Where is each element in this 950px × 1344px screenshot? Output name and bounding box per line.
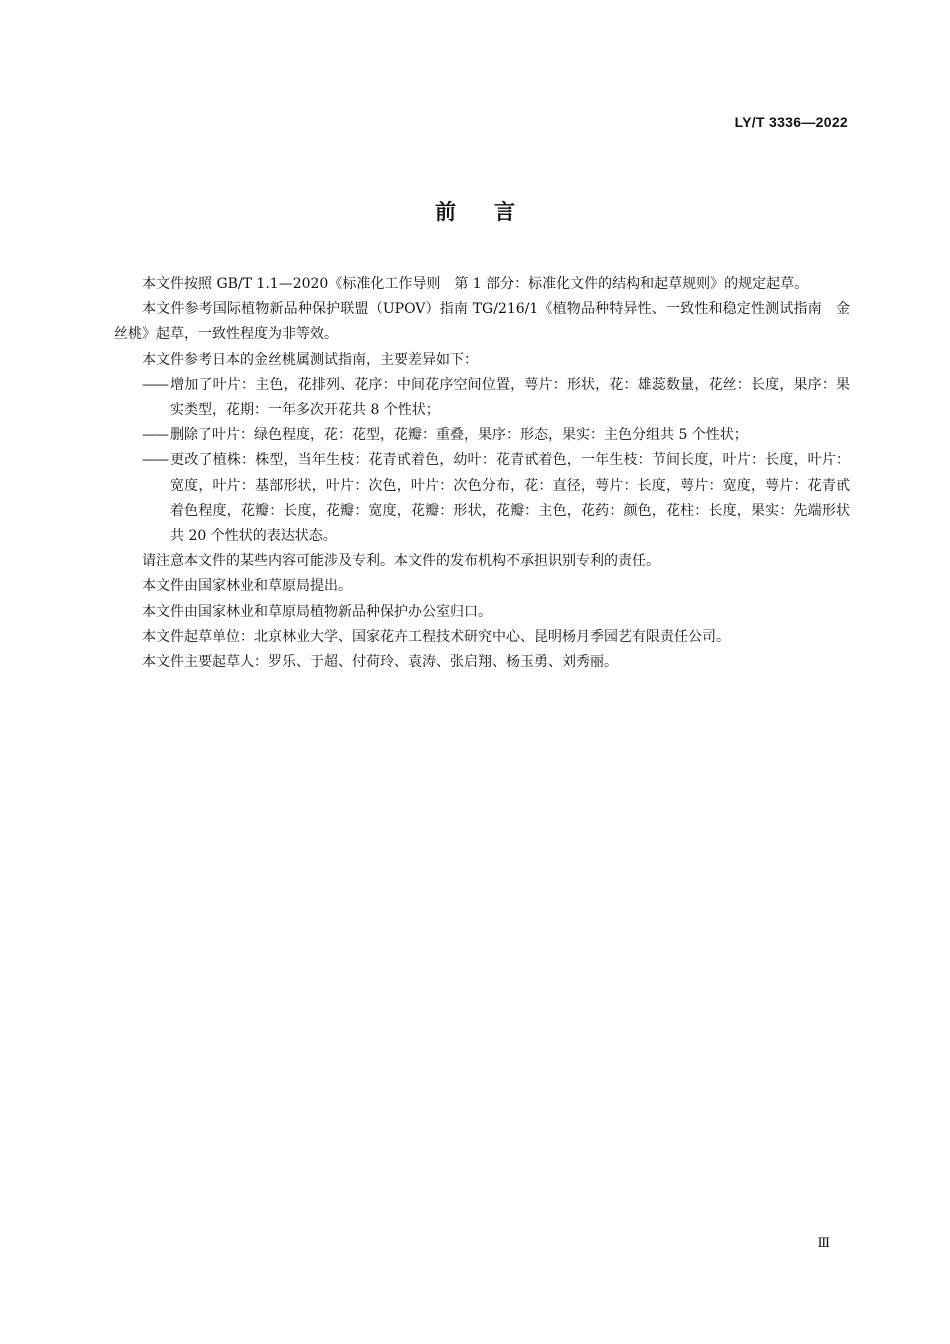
difference-added: 增加了叶片：主色，花排列、花序：中间花序空间位置，萼片：形状，花：雄蕊数量，花丝：长度，果序：果实类型，花期：一年多次开花共 8 个性状；	[170, 376, 850, 419]
paragraph-drafting-units: 本文件起草单位：北京林业大学、国家花卉工程技术研究中心、昆明杨月季园艺有限责任公司。	[142, 628, 730, 645]
page-number: Ⅲ	[817, 1236, 830, 1251]
list-item	[142, 448, 850, 549]
dash-marker: ——	[142, 376, 168, 393]
dash-marker: ——	[142, 427, 168, 444]
paragraph-drafting-rules: 本文件按照 GB/T 1.1—2020《标准化工作导则 第 1 部分：标准化文件的结构和起草规则》的规定起草。	[142, 276, 809, 292]
page-title: 前言	[435, 200, 553, 224]
difference-deleted: 删除了叶片：绿色程度，花：花型，花瓣：重叠，果序：形态，果实：主色分组共 5 个性状；	[170, 427, 748, 444]
paragraph-centralized-by: 本文件由国家林业和草原局植物新品种保护办公室归口。	[142, 603, 492, 620]
document-code: LY/T 3336—2022	[734, 114, 848, 130]
paragraph-patent-notice: 请注意本文件的某些内容可能涉及专利。本文件的发布机构不承担识别专利的责任。	[142, 553, 660, 570]
paragraph-drafters: 本文件主要起草人：罗乐、于超、付荷玲、袁涛、张启翔、杨玉勇、刘秀丽。	[142, 654, 618, 671]
dash-marker: ——	[142, 452, 168, 469]
list-item	[142, 423, 850, 448]
paragraph-upov-reference: 本文件参考国际植物新品种保护联盟（UPOV）指南 TG/216/1《植物品种特异性、一致性和稳定性测试指南 金丝桃》起草，一致性程度为非等效。	[114, 301, 850, 343]
paragraph-japan-reference: 本文件参考日本的金丝桃属测试指南，主要差异如下：	[142, 351, 478, 368]
paragraph-proposed-by: 本文件由国家林业和草原局提出。	[142, 578, 352, 595]
list-item	[142, 373, 850, 423]
difference-changed: 更改了植株：株型，当年生枝：花青甙着色，幼叶：花青甙着色，一年生枝：节间长度，叶片：长度，叶片：宽度，叶片：基部形状，叶片：次色，叶片：次色分布，花：直径，萼片：长度，萼片：宽度，萼片：花青甙着色程度，花瓣：长度，花瓣：宽度，花瓣：形状，花瓣：主色，花药：颜色，花柱：长度，果实：先端形状共 20 个性状的表达状态。	[170, 452, 850, 545]
foreword-body	[114, 272, 850, 675]
